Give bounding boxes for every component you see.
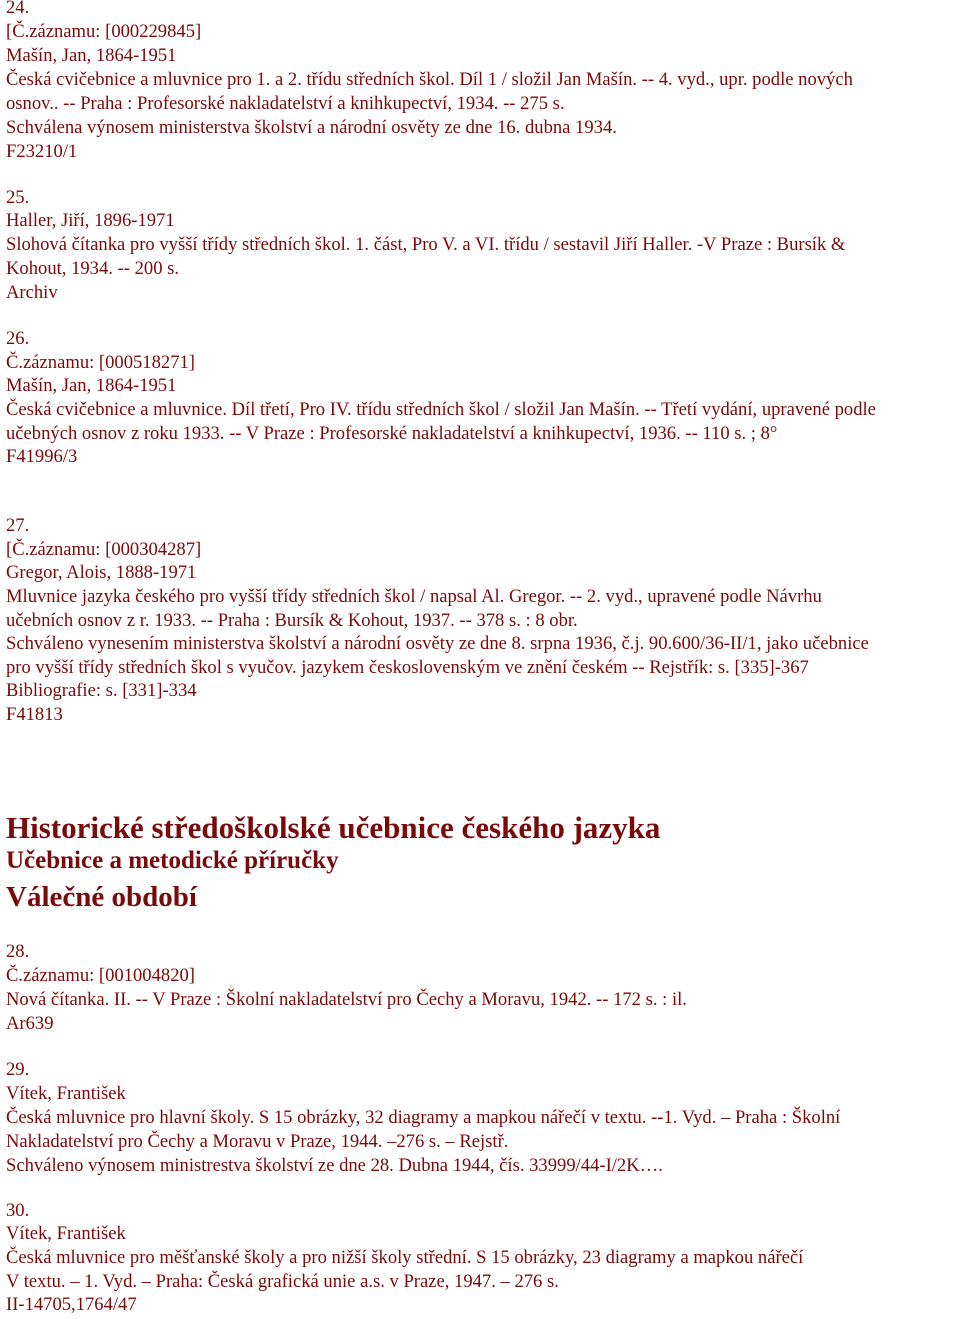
entry-number: 24. [6,0,30,18]
entry-author: Mašín, Jan, 1864-1951 [6,45,177,66]
entry-text-line: učebních osnov z r. 1933. -- Praha : Bursík & Kohout, 1937. -- 378 s. : 8 obr. [6,610,578,631]
entry-number: 26. [6,328,30,349]
entry-text-line: Bibliografie: s. [331]-334 [6,680,197,701]
entry-number: 28. [6,941,30,962]
entry-number: 30. [6,1200,30,1221]
entry-text-line: Nová čítanka. II. -- V Praze : Školní nakladatelství pro Čechy a Moravu, 1942. -- 172 s. : il. [6,989,687,1010]
entry-text-line: Schváleno vynesením ministerstva školství a národní osvěty ze dne 8. srpna 1936, č.j. 90.600/36-II/1, jako učebnice [6,633,869,654]
entry-number: 25. [6,187,30,208]
entry-author: Gregor, Alois, 1888-1971 [6,562,197,583]
entry-signature: F41813 [6,704,63,725]
entry-text-line: V textu. – 1. Vyd. – Praha: Česká grafická unie a.s. v Praze, 1947. – 276 s. [6,1271,559,1292]
entry-text-line: Schváleno výnosem ministrestva školství ze dne 28. Dubna 1944, čís. 33999/44-I/2K…. [6,1155,663,1176]
entry-author: Vítek, František [6,1223,126,1244]
entry-text-line: Kohout, 1934. -- 200 s. [6,258,180,279]
entry-signature: II-14705,1764/47 [6,1294,137,1315]
record-id: [Č.záznamu: [000229845] [6,21,202,42]
entry-signature: Ar639 [6,1013,54,1034]
section-subtitle: Učebnice a metodické příručky [6,847,339,874]
entry-signature: F41996/3 [6,446,78,467]
entry-text-line: pro vyšší třídy středních škol s vyučov. jazykem československým ve znění českém -- Rejstřík: s. [335]-367 [6,657,809,678]
entry-author: Mašín, Jan, 1864-1951 [6,375,177,396]
entry-text-line: Česká mluvnice pro hlavní školy. S 15 obrázky, 32 diagramy a mapkou nářečí v textu. --1. Vyd. – Praha : Školní [6,1107,841,1128]
entry-text-line: učebných osnov z roku 1933. -- V Praze : Profesorské nakladatelství a knihkupectví, 1936. -- 110 s. ; 8° [6,423,778,444]
entry-author: Vítek, František [6,1083,126,1104]
entry-text-line: Mluvnice jazyka českého pro vyšší třídy středních škol / napsal Al. Gregor. -- 2. vyd., upravené podle Návrhu [6,586,822,607]
entry-text-line: Nakladatelství pro Čechy a Moravu v Praze, 1944. –276 s. – Rejstř. [6,1131,509,1152]
entry-number: 29. [6,1059,30,1080]
section-period: Válečné období [6,881,197,913]
record-id: Č.záznamu: [001004820] [6,965,195,986]
entry-text-line: osnov.. -- Praha : Profesorské nakladatelství a knihkupectví, 1934. -- 275 s. [6,93,565,114]
entry-text-line: Slohová čítanka pro vyšší třídy středních škol. 1. část, Pro V. a VI. třídu / sestavil Jiří Haller. -V Praze : Bursík & [6,234,846,255]
entry-text-line: Česká mluvnice pro měšťanské školy a pro nižší školy střední. S 15 obrázky, 23 diagramy a mapkou nářečí [6,1247,804,1268]
entry-author: Haller, Jiří, 1896-1971 [6,210,175,231]
section-title: Historické středoškolské učebnice českého jazyka [6,810,661,845]
entry-text-line: Česká cvičebnice a mluvnice pro 1. a 2. třídu středních škol. Díl 1 / složil Jan Mašín. -- 4. vyd., upr. podle nových [6,69,853,90]
entry-signature: Archiv [6,282,58,303]
record-id: [Č.záznamu: [000304287] [6,539,202,560]
entry-text-line: Schválena výnosem ministerstva školství a národní osvěty ze dne 16. dubna 1934. [6,117,617,138]
entry-text-line: Česká cvičebnice a mluvnice. Díl třetí, Pro IV. třídu středních škol / složil Jan Mašín. -- Třetí vydání, upravené podle [6,399,876,420]
record-id: Č.záznamu: [000518271] [6,352,195,373]
entry-signature: F23210/1 [6,141,78,162]
entry-number: 27. [6,515,30,536]
